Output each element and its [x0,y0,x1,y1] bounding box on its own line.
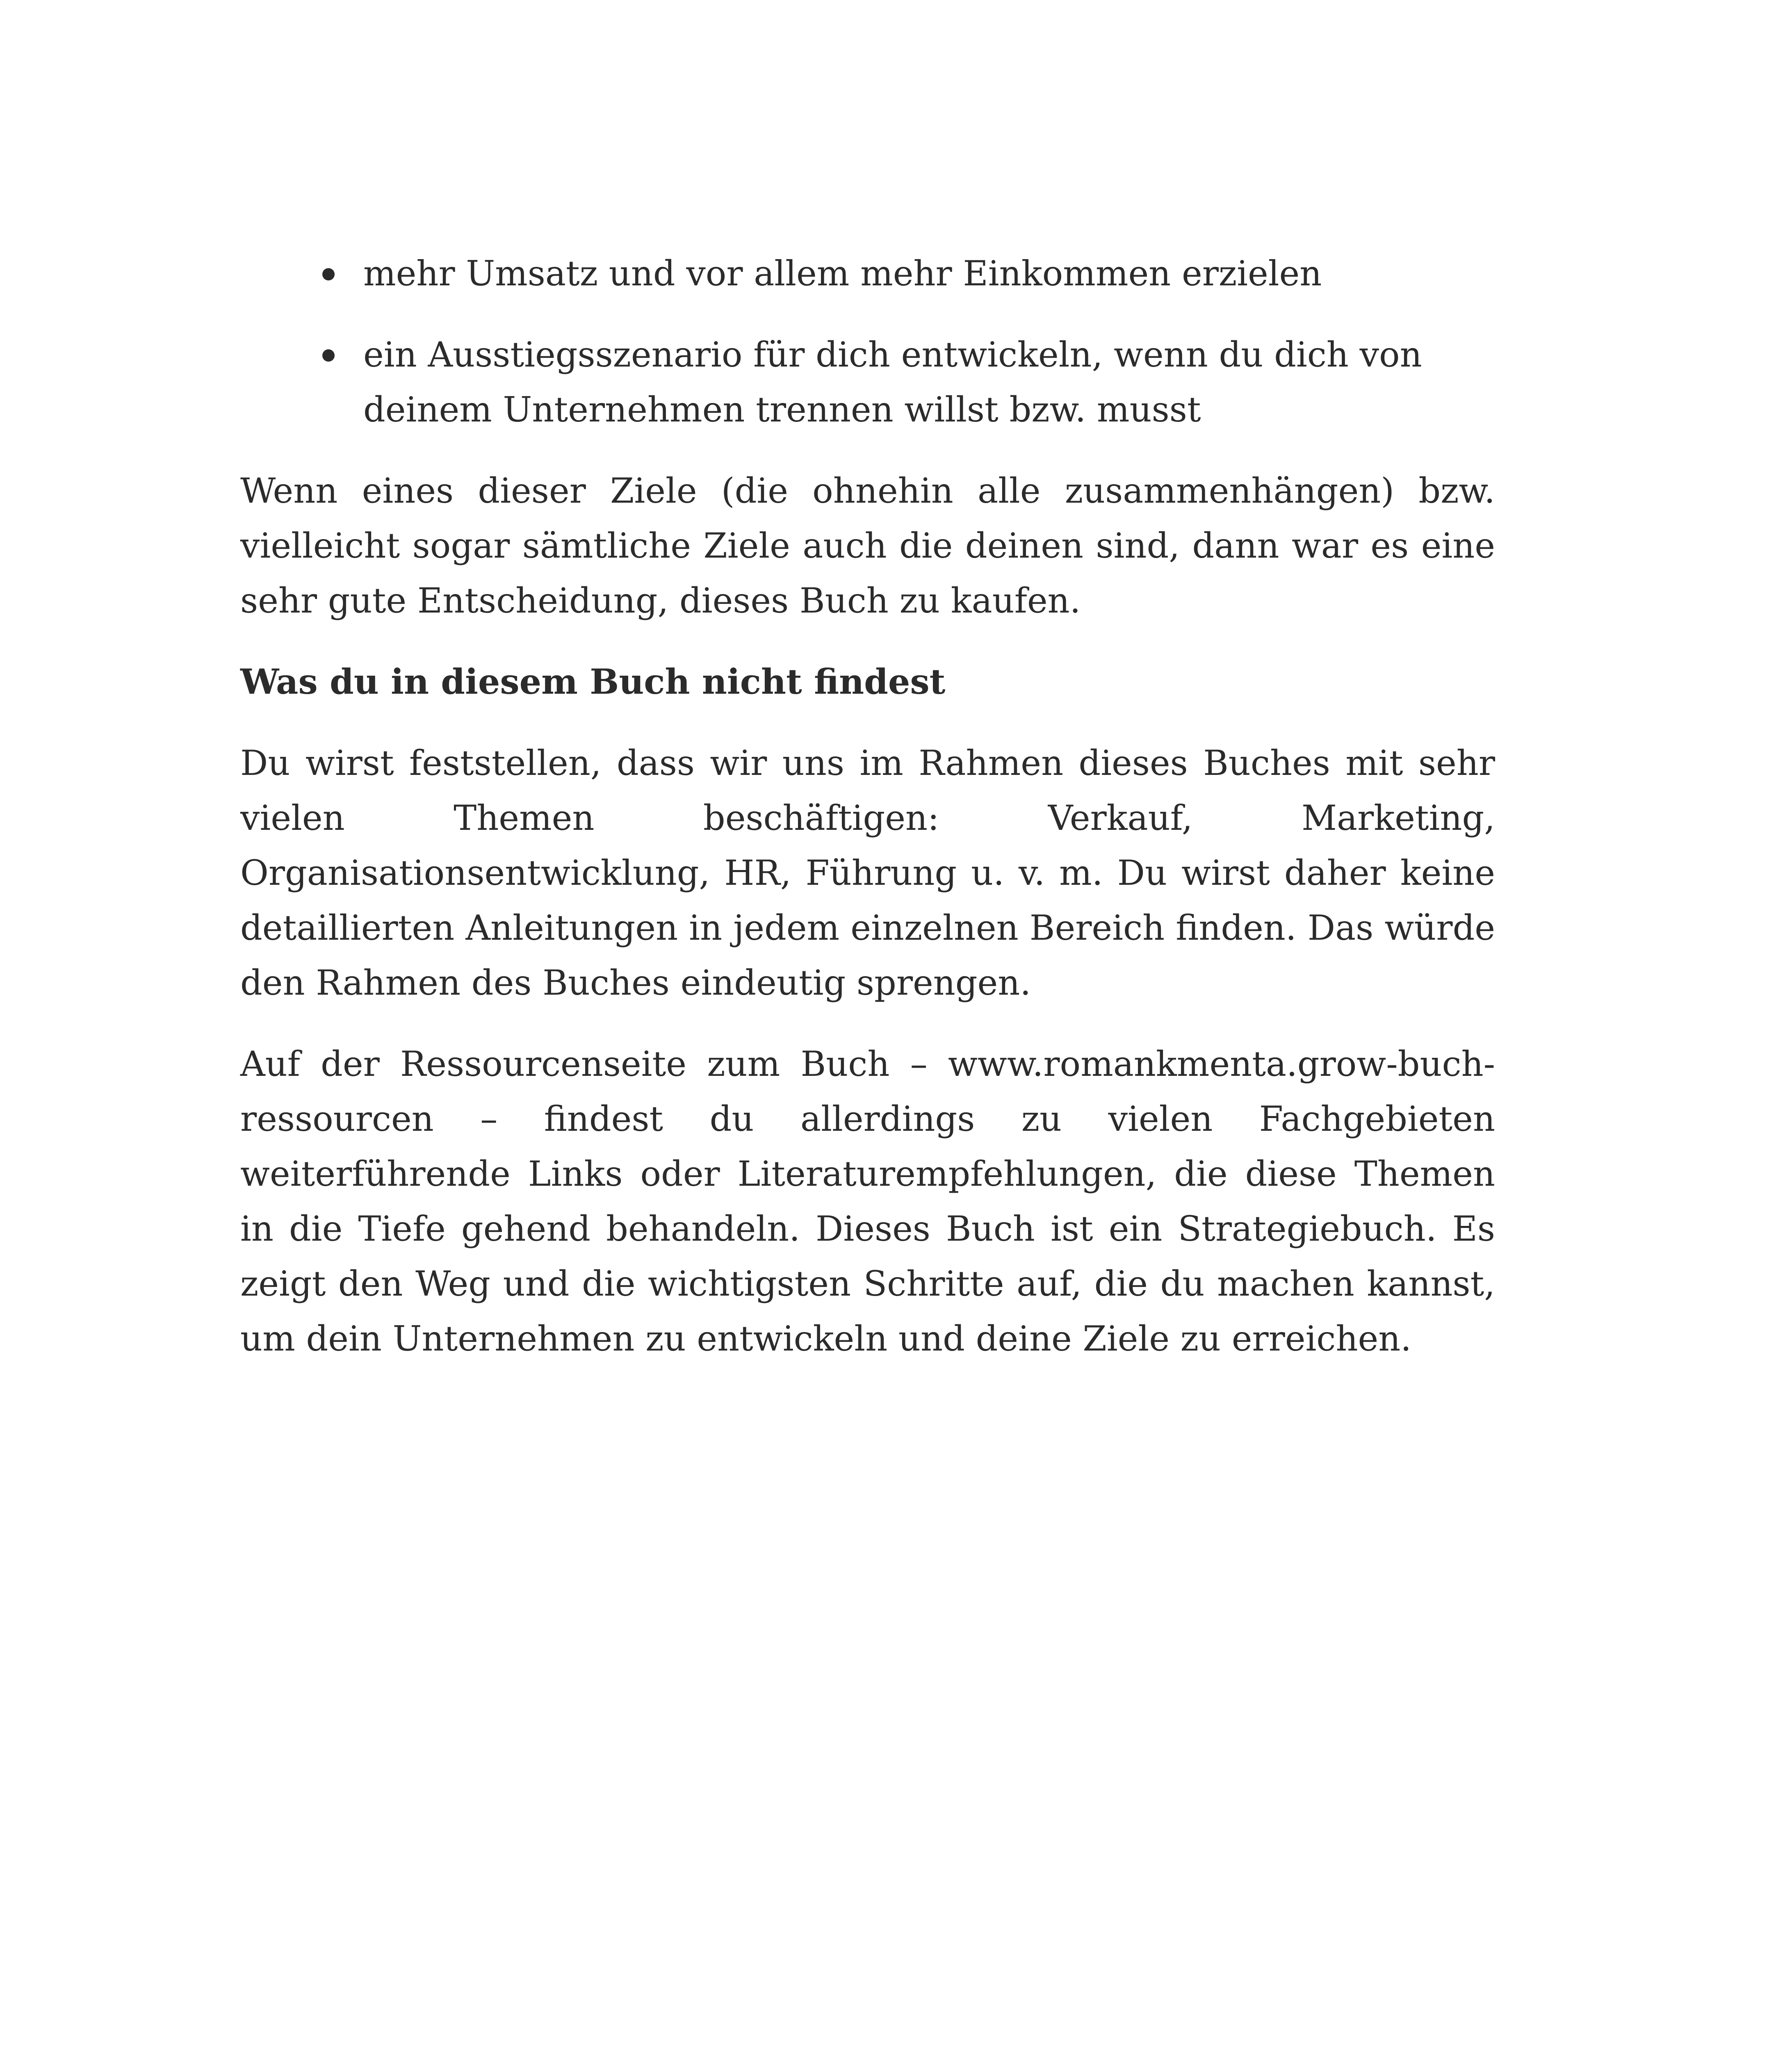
list-item: ein Ausstiegsszenario für dich entwickeln, wenn du dich von deinem Unternehmen trennen willst bzw. musst [363,327,1495,437]
page-content [240,246,1495,1392]
goal-list [240,246,1495,437]
section-heading: Was du in diesem Buch nicht findest [240,661,946,702]
paragraph-resources: Auf der Ressourcenseite zum Buch – www.romankmenta.grow-buch-ressourcen – findest du allerdings zu vielen Fachgebieten weiterführende Links oder Literaturempfehlungen, die diese Themen in die Tiefe gehend behandeln. Dieses Buch ist ein Strategiebuch. Es zeigt den Weg und die wichtigsten Schritte auf, die du machen kannst, um dein Unternehmen zu entwickeln und deine Ziele zu erreichen. [240,1044,1495,1359]
list-item: mehr Umsatz und vor allem mehr Einkommen erzielen [363,246,1495,301]
paragraph-goals: Wenn eines dieser Ziele (die ohnehin alle zusammenhängen) bzw. vielleicht sogar sämtliche Ziele auch die deinen sind, dann war es eine sehr gute Entscheidung, dieses Buch zu kaufen. [240,471,1495,621]
paragraph-topics: Du wirst feststellen, dass wir uns im Rahmen dieses Buches mit sehr vielen Themen beschäftigen: Verkauf, Marketing, Organisationsentwicklung, HR, Führung u. v. m. Du wirst daher keine detaillierten Anleitungen in jedem einzelnen Bereich finden. Das würde den Rahmen des Buches eindeutig sprengen. [240,743,1495,1003]
